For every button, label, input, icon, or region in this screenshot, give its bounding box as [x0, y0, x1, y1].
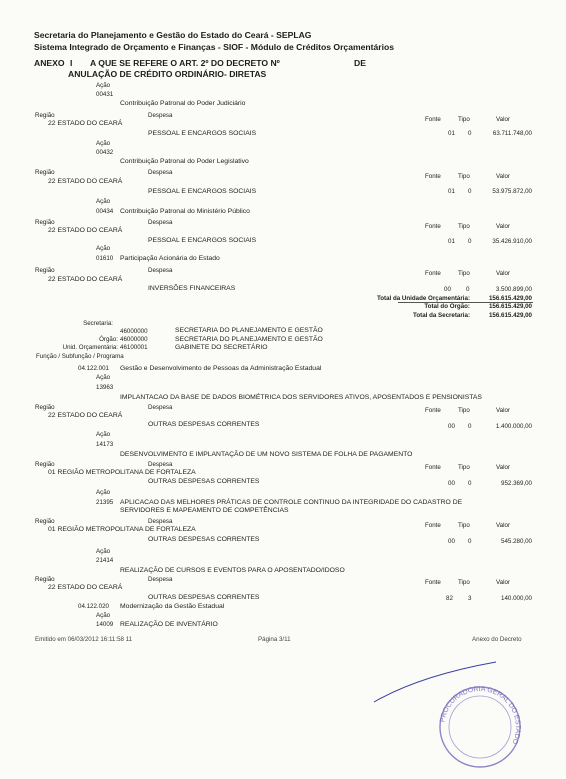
acao-label: Ação [96, 612, 111, 619]
acao-label: Ação [96, 140, 111, 147]
despesa-label: Despesa [148, 267, 173, 274]
regiao-label: Região [35, 112, 55, 119]
fonte-label: Fonte [425, 173, 441, 180]
acao-name: Contribuição Patronal do Poder Judiciário [120, 100, 246, 107]
valor-value: 1.400.000,00 [495, 423, 532, 430]
acao-label: Ação [96, 489, 111, 496]
fonte-value: 00 [448, 480, 455, 487]
fonte-label: Fonte [425, 464, 441, 471]
valor-label: Valor [496, 407, 510, 414]
despesa-label: Despesa [148, 518, 173, 525]
despesa-value: PESSOAL E ENCARGOS SOCIAIS [148, 130, 257, 137]
fonte-value: 01 [448, 188, 455, 195]
fonte-label: Fonte [425, 116, 441, 123]
regiao-value: 22 ESTADO DO CEARÁ [48, 120, 123, 127]
acao-name: APLICACAO DAS MELHORES PRÁTICAS DE CONTROLE CONTINUO DA INTEGRIDADE DO CADASTRO DE [120, 499, 463, 506]
secretaria-code: 46000000 [120, 328, 148, 335]
acao-code: 21414 [96, 557, 114, 564]
acao-label: Ação [96, 245, 111, 252]
acao-label: Ação [96, 548, 111, 555]
tipo-label: Tipo [458, 270, 470, 277]
regiao-value: 01 REGIÃO METROPOLITANA DE FORTALEZA [48, 526, 196, 533]
tipo-value: 0 [468, 538, 472, 545]
anexo-number: I [70, 58, 73, 68]
despesa-value: PESSOAL E ENCARGOS SOCIAIS [148, 237, 257, 244]
valor-value: 952.369,00 [501, 480, 532, 487]
regiao-label: Região [35, 219, 55, 226]
procuradoria-stamp [434, 684, 526, 770]
fonte-value: 82 [446, 595, 453, 602]
orgao-name: SECRETARIA DO PLANEJAMENTO E GESTÃO [175, 336, 323, 343]
secretaria-label: Secretaria: [83, 320, 113, 327]
tipo-label: Tipo [458, 407, 470, 414]
tipo-label: Tipo [458, 173, 470, 180]
decree-date-label: DE [354, 58, 366, 68]
header-line-1: Secretaria do Planejamento e Gestão do Estado do Ceará - SEPLAG [34, 30, 312, 40]
acao-label: Ação [96, 198, 111, 205]
fonte-value: 01 [448, 130, 455, 137]
footer-annex-label: Anexo do Decreto [472, 636, 522, 643]
fonte-value: 01 [448, 238, 455, 245]
tipo-label: Tipo [458, 579, 470, 586]
despesa-label: Despesa [148, 112, 173, 119]
program-name: Gestão e Desenvolvimento de Pessoas da Administração Estadual [120, 365, 322, 372]
fonte-value: 00 [444, 286, 451, 293]
acao-code: 14173 [96, 441, 114, 448]
fonte-value: 00 [448, 423, 455, 430]
header-line-2: Sistema Integrado de Orçamento e Finanças - SIOF - Módulo de Créditos Orçamentários [34, 42, 395, 52]
tipo-label: Tipo [458, 116, 470, 123]
regiao-value: 01 REGIÃO METROPOLITANA DE FORTALEZA [48, 469, 196, 476]
acao-name: Participação Acionária do Estado [120, 255, 220, 262]
tipo-value: 0 [468, 480, 472, 487]
total-secretaria-value: 156.615.429,00 [488, 312, 532, 319]
despesa-label: Despesa [148, 404, 173, 411]
unid-orcamentaria-label: Unid. Orçamentária: [62, 344, 118, 351]
despesa-label: Despesa [148, 461, 173, 468]
despesa-label: Despesa [148, 576, 173, 583]
acao-code: 00434 [96, 208, 114, 215]
valor-label: Valor [496, 464, 510, 471]
regiao-value: 22 ESTADO DO CEARÁ [48, 412, 123, 419]
tipo-value: 0 [468, 188, 472, 195]
total-orgao-value: 156.615.429,00 [488, 303, 532, 310]
tipo-value: 3 [468, 595, 472, 602]
acao-name: REALIZAÇÃO DE CURSOS E EVENTOS PARA O APOSENTADO/IDOSO [120, 567, 345, 574]
regiao-label: Região [35, 404, 55, 411]
acao-name-continued: SERVIDORES E MAPEAMENTO DE COMPETÊNCIAS [120, 507, 289, 514]
acao-label: Ação [96, 431, 111, 438]
valor-label: Valor [496, 522, 510, 529]
despesa-value: INVERSÕES FINANCEIRAS [148, 285, 236, 292]
acao-code: 00431 [96, 91, 114, 98]
acao-name: IMPLANTACAO DA BASE DE DADOS BIOMÉTRICA DOS SERVIDORES ATIVOS, APOSENTADOS E PENSIONISTAS [120, 394, 482, 401]
despesa-value: OUTRAS DESPESAS CORRENTES [148, 594, 260, 601]
acao-code: 01610 [96, 255, 114, 262]
regiao-value: 22 ESTADO DO CEARÁ [48, 178, 123, 185]
valor-value: 140.000,00 [501, 595, 532, 602]
tipo-value: 0 [468, 423, 472, 430]
regiao-value: 22 ESTADO DO CEARÁ [48, 276, 123, 283]
valor-label: Valor [496, 270, 510, 277]
anexo-label: ANEXO [34, 58, 65, 68]
valor-value: 545.280,00 [501, 538, 532, 545]
acao-name: DESENVOLVIMENTO E IMPLANTAÇÃO DE UM NOVO SISTEMA DE FOLHA DE PAGAMENTO [120, 451, 413, 458]
regiao-label: Região [35, 461, 55, 468]
unid-orcamentaria-name: GABINETE DO SECRETÁRIO [175, 344, 268, 351]
unid-orcamentaria-code: 46100001 [120, 344, 148, 351]
regiao-label: Região [35, 518, 55, 525]
funcao-label: Função / Subfunção / Programa [36, 353, 124, 360]
despesa-label: Despesa [148, 219, 173, 226]
acao-label: Ação [96, 374, 111, 381]
acao-code: 00432 [96, 149, 114, 156]
valor-label: Valor [496, 116, 510, 123]
secretaria-name: SECRETARIA DO PLANEJAMENTO E GESTÃO [175, 327, 323, 334]
valor-value: 3.500.899,00 [495, 286, 532, 293]
tipo-value: 0 [468, 130, 472, 137]
regiao-label: Região [35, 576, 55, 583]
total-unidade-value: 156.615.429,00 [488, 295, 532, 302]
tipo-label: Tipo [458, 464, 470, 471]
orgao-code: 46000000 [120, 336, 148, 343]
fonte-label: Fonte [425, 522, 441, 529]
despesa-label: Despesa [148, 169, 173, 176]
orgao-label: Órgão: [99, 336, 118, 343]
acao-code: 21395 [96, 499, 114, 506]
valor-label: Valor [496, 579, 510, 586]
acao-name: REALIZAÇÃO DE INVENTÁRIO [120, 621, 218, 628]
footer-page-number: Página 3/11 [258, 636, 291, 643]
total-secretaria-label: Total da Secretaria: [413, 312, 470, 319]
valor-label: Valor [496, 173, 510, 180]
program-code: 04.122.001 [78, 365, 109, 372]
fonte-label: Fonte [425, 579, 441, 586]
total-orgao-label: Total do Órgão: [424, 303, 470, 310]
acao-name: Contribuição Patronal do Poder Legislativo [120, 158, 249, 165]
document-subtitle: ANULAÇÃO DE CRÉDITO ORDINÁRIO- DIRETAS [68, 69, 267, 79]
regiao-label: Região [35, 267, 55, 274]
acao-name: Contribuição Patronal do Ministério Público [120, 208, 250, 215]
fonte-value: 00 [448, 538, 455, 545]
stamp-text: PROCURADORIA GERAL DO ESTADO [439, 685, 522, 746]
fonte-label: Fonte [425, 407, 441, 414]
despesa-value: OUTRAS DESPESAS CORRENTES [148, 536, 260, 543]
valor-value: 63.711.748,00 [492, 130, 532, 137]
regiao-value: 22 ESTADO DO CEARÁ [48, 584, 123, 591]
acao-label: Ação [96, 82, 111, 89]
valor-label: Valor [496, 223, 510, 230]
valor-value: 35.426.910,00 [492, 238, 532, 245]
tipo-value: 0 [466, 286, 470, 293]
program-code: 04.122.020 [78, 603, 109, 610]
tipo-label: Tipo [458, 522, 470, 529]
despesa-value: OUTRAS DESPESAS CORRENTES [148, 478, 260, 485]
tipo-label: Tipo [458, 223, 470, 230]
decree-reference: A QUE SE REFERE O ART. 2º DO DECRETO Nº [90, 58, 280, 68]
tipo-value: 0 [468, 238, 472, 245]
despesa-value: OUTRAS DESPESAS CORRENTES [148, 421, 260, 428]
valor-value: 53.975.872,00 [492, 188, 532, 195]
regiao-value: 22 ESTADO DO CEARÁ [48, 227, 123, 234]
despesa-value: PESSOAL E ENCARGOS SOCIAIS [148, 188, 257, 195]
total-divider [398, 302, 533, 303]
program-name: Modernização da Gestão Estadual [120, 603, 225, 610]
regiao-label: Região [35, 169, 55, 176]
fonte-label: Fonte [425, 270, 441, 277]
acao-code: 13963 [96, 384, 114, 391]
total-unidade-label: Total da Unidade Orçamentária: [376, 295, 470, 302]
footer-issued-at: Emitido em 06/03/2012 16:11:58 11 [35, 636, 133, 643]
acao-code: 14009 [96, 621, 114, 628]
fonte-label: Fonte [425, 223, 441, 230]
